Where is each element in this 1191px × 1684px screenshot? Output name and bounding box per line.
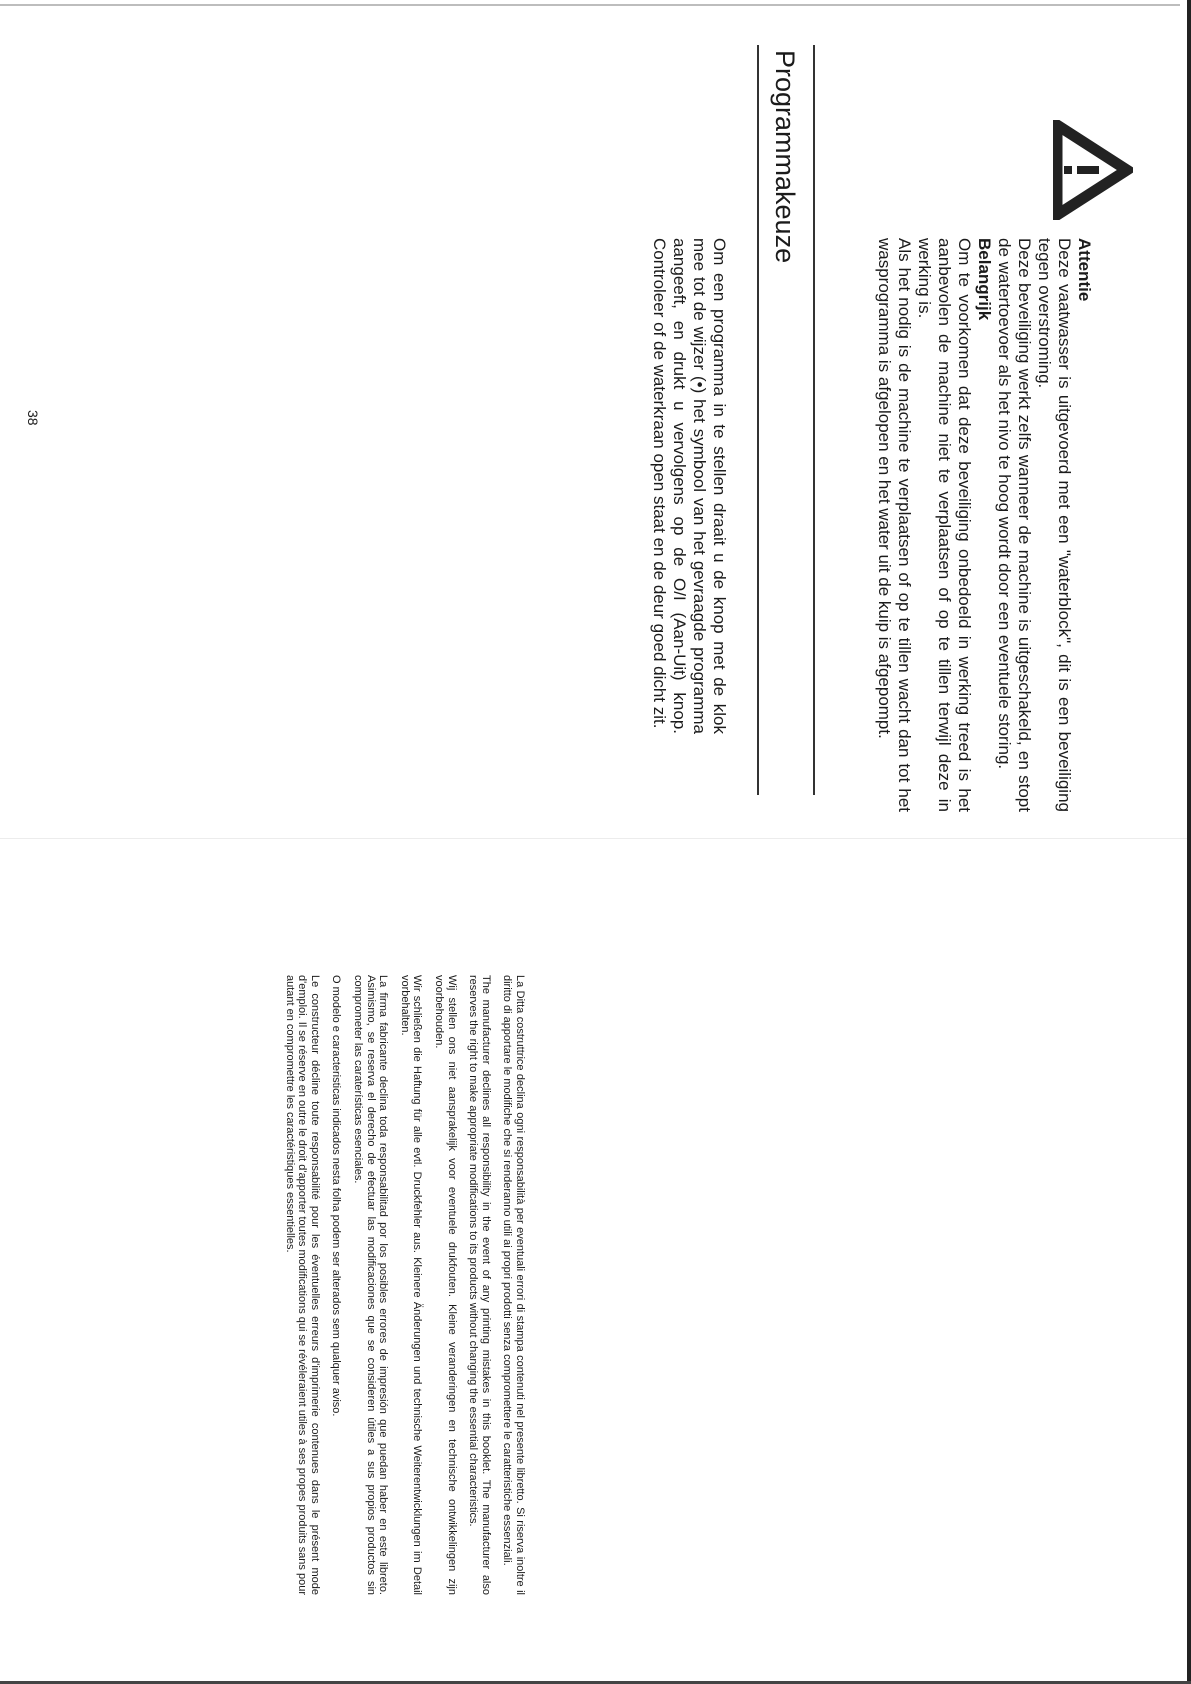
disclaimer-dutch: Wij stellen ons niet aansprakelijk voor eventuele drukfouten. Kleine veranderingen en technische ontwikkelingen zijn voorbehouden. [433,975,458,1595]
warning-block [874,238,1094,812]
important-heading: Belangrijk [975,238,994,321]
disclaimer-block [274,975,526,1595]
warning-triangle-icon [1053,120,1133,220]
disclaimer-german: Wir schließen die Haftung für alle evtl. Druckfehler aus. Kleinere Änderungen und technische Weiterentwicklungen im Detail vorbehalten. [398,975,424,1595]
program-selection-text: Om een programma in te stellen draait u de knop met de klok mee tot de wijzer (•) het symbool van het gevraagde programma aangeeft, en drukt u vervolgens op de O/I (Aan-Uit) knop. Controleer of de waterkraan open staat en de deur goed dicht zit. [650,238,729,734]
attention-paragraph-1: Deze vaatwasser is uitgevoerd met een "waterblock", dit is een beveiliging tegen overstroming. [1035,238,1074,812]
disclaimer-french: Le constructeur décline toute responsabilité pour les éventuelles erreurs d'imprimerie contenues dans le présent mode d'emploi. Il se réserve en outre le droit d'apporter toutes modifications qui se révéleraient utiles à ses propes produits sans pour autant en compromettre les caractéristiques essentielles. [283,975,321,1595]
section-rule-bottom [757,45,759,795]
disclaimer-italian: La Ditta costruttrice declina ogni responsabilità per eventuali errori di stampa contenuti nel presente libretto. Si riserva inoltre il diritto di apportare le modifiche che si renderanno utili ai propri prodotti senza compromettere le caratteristiche essenziali. [501,975,526,1595]
page-number: 38 [25,410,41,426]
section-title: Programmakeuze [770,50,800,264]
important-paragraph-1: Om te voorkomen dat deze beveiliging onbedoeld in werking treed is het aanbevolen de machine niet te verplaatsen of op te tillen terwijl deze in werking is. [915,238,974,812]
section-rule-top [813,45,815,795]
important-paragraph-2: Als het nodig is de machine te verplaatsen of op te tillen wacht dan tot het wasprogramma is afgelopen en het water uit de kuip is afgepompt. [875,238,914,812]
attention-heading: Attentie [1075,238,1094,302]
attention-paragraph-2: Deze beveiliging werkt zelfs wanneer de machine is uitgeschakeld, en stopt de watertoevoer als het nivo te hoog wordt door een eventuele storing. [995,238,1034,812]
disclaimer-spanish: La firma fabricante declina toda responsabilitad por los posibles errores de impresión que puedan haber en este libreto. Asimismo, se reserva el derecho de efectuar las modificaciones que se consideren útiles a sus propios productos sin comprometer las caraterísticas esenciales. [352,975,390,1595]
disclaimer-english: The manufacturer declines all responsibility in the event of any printing mistakes in this booklet. The manufacturer also reserves the right to make appropriate modifications to its products without changing the essential characteristics. [467,975,492,1595]
disclaimer-portuguese: O modelo e caracteristicas indicados nesta folha podem ser alterados sem qualquer aviso. [330,975,343,1417]
